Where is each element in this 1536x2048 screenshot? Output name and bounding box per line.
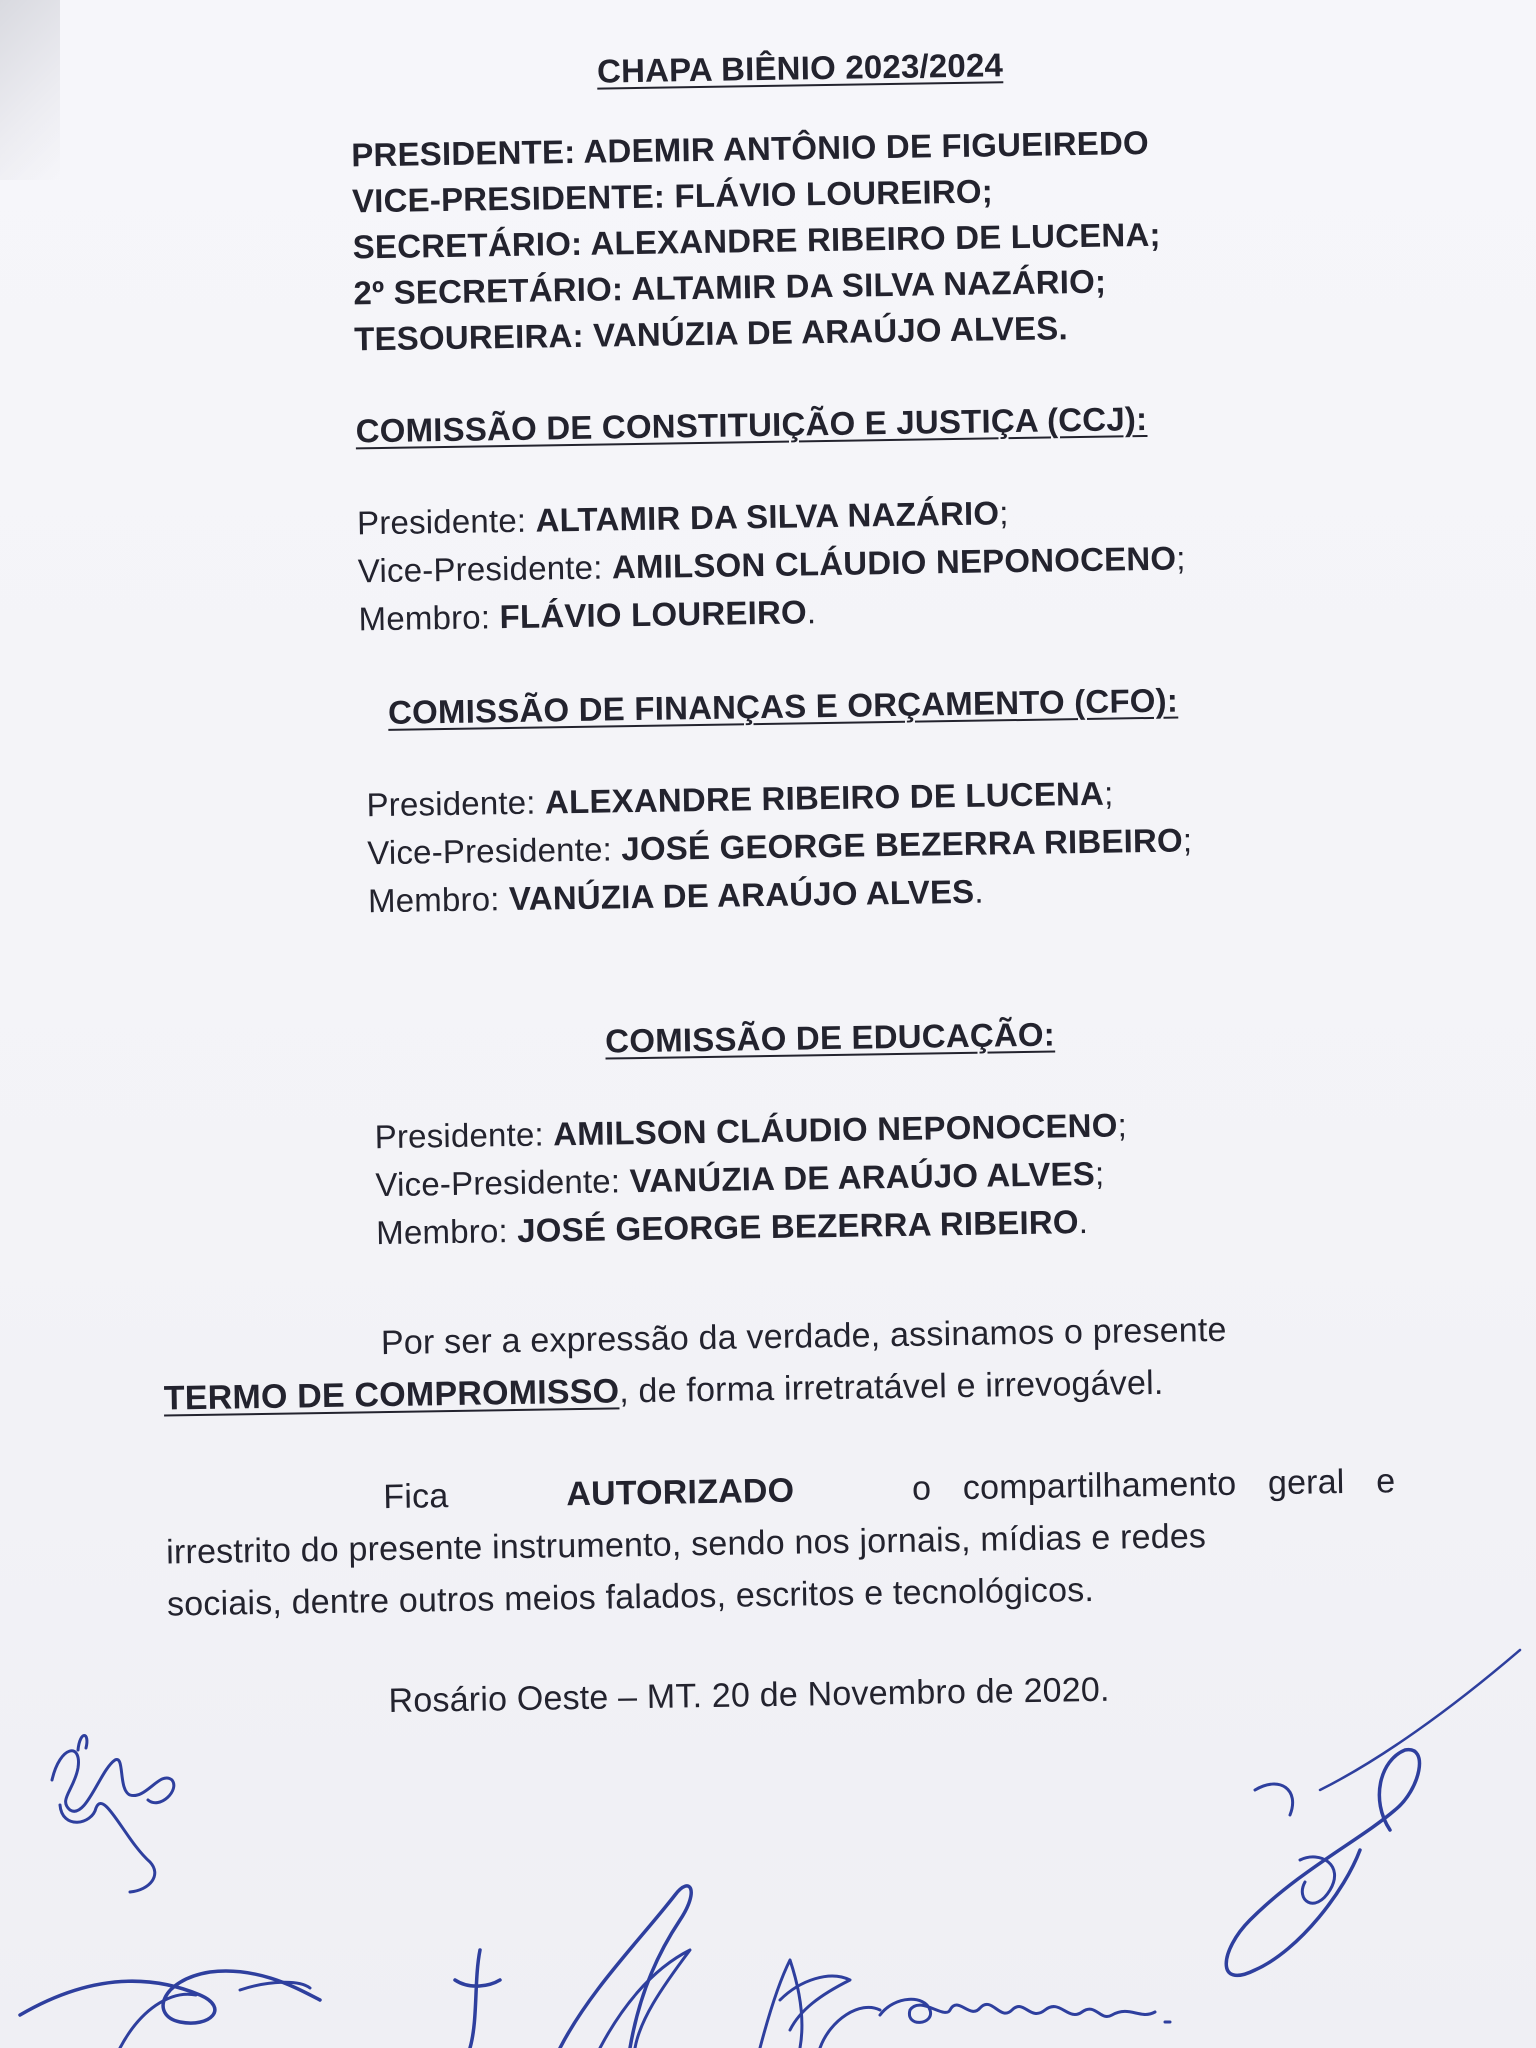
cfo-title: COMISSÃO DE FINANÇAS E ORÇAMENTO (CFO): — [387, 681, 1179, 731]
officer-vice-president: VICE-PRESIDENTE: FLÁVIO LOUREIRO; — [351, 172, 994, 220]
signature-center-2 — [760, 1960, 880, 2048]
authorization-line-2: irrestrito do presente instrumento, sendo nos jornais, mídias e redes — [165, 1517, 1207, 1572]
signature-right — [1226, 1650, 1520, 1975]
officer-second-secretary: 2º SECRETÁRIO: ALTAMIR DA SILVA NAZÁRIO; — [353, 262, 1107, 312]
member-role: Membro: — [375, 1212, 509, 1252]
member-name: ALTAMIR DA SILVA NAZÁRIO — [535, 494, 1000, 539]
member-role: Vice-Presidente: — [357, 548, 603, 590]
signature-name-script — [880, 1999, 1170, 2022]
member-role: Presidente: — [356, 501, 527, 542]
signature-bottom-left — [20, 1971, 320, 2048]
authorization-line-3: sociais, dentre outros meios falados, escritos e tecnológicos. — [166, 1570, 1095, 1624]
education-member-president — [374, 1106, 1127, 1156]
member-punct: . — [806, 593, 817, 631]
member-name: AMILSON CLÁUDIO NEPONOCENO — [552, 1106, 1118, 1153]
signature-left — [52, 1736, 174, 1893]
member-name: JOSÉ GEORGE BEZERRA RIBEIRO — [621, 821, 1184, 868]
ccj-title: COMISSÃO DE CONSTITUIÇÃO E JUSTIÇA (CCJ): — [355, 399, 1148, 450]
member-name: AMILSON CLÁUDIO NEPONOCENO — [611, 539, 1177, 586]
member-role: Presidente: — [374, 1115, 545, 1156]
ccj-member-member — [358, 593, 816, 638]
cfo-member-president — [366, 775, 1114, 825]
officer-secretary: SECRETÁRIO: ALEXANDRE RIBEIRO DE LUCENA; — [352, 215, 1161, 266]
member-name: ALEXANDRE RIBEIRO DE LUCENA — [544, 774, 1105, 821]
member-role: Membro: — [367, 880, 500, 920]
member-role: Presidente: — [366, 783, 536, 824]
member-name: JOSÉ GEORGE BEZERRA RIBEIRO — [516, 1203, 1080, 1249]
officer-president: PRESIDENTE: ADEMIR ANTÔNIO DE FIGUEIREDO — [351, 123, 1150, 174]
member-role: Vice-Presidente: — [375, 1162, 621, 1204]
cfo-member-vice-president — [367, 821, 1193, 872]
education-title: COMISSÃO DE EDUCAÇÃO: — [604, 1015, 1056, 1060]
ccj-member-president — [357, 494, 1009, 542]
commitment-term: TERMO DE COMPROMISSO — [163, 1372, 620, 1418]
signature-center-1 — [455, 1886, 691, 2048]
member-role: Membro: — [358, 598, 491, 638]
authorization-fica: Fica — [383, 1477, 449, 1517]
member-name: VANÚZIA DE ARAÚJO ALVES — [629, 1154, 1096, 1200]
member-punct: ; — [1117, 1106, 1128, 1144]
document-title: CHAPA BIÊNIO 2023/2024 — [596, 46, 1004, 90]
commitment-line-2 — [164, 1364, 1164, 1419]
member-role: Vice-Presidente: — [366, 830, 613, 872]
member-name: FLÁVIO LOUREIRO — [499, 593, 808, 636]
member-punct: . — [974, 872, 985, 910]
member-punct: ; — [1103, 774, 1114, 812]
officer-treasurer: TESOUREIRA: VANÚZIA DE ARAÚJO ALVES. — [353, 309, 1069, 358]
education-member-member — [376, 1203, 1088, 1252]
place-date: Rosário Oeste – MT. 20 de Novembro de 2020. — [388, 1670, 1110, 1721]
authorization-word: AUTORIZADO — [565, 1471, 795, 1514]
commitment-line-1: Por ser a expressão da verdade, assinamos o presente — [380, 1310, 1227, 1363]
education-member-vice-president — [375, 1155, 1104, 1204]
member-punct: . — [1078, 1202, 1089, 1241]
member-punct: ; — [1175, 539, 1186, 577]
ccj-member-vice-president — [358, 539, 1186, 590]
member-punct: ; — [1182, 821, 1193, 859]
authorization-rest: o compartilhamento geral e — [911, 1462, 1396, 1508]
cfo-member-member — [368, 873, 984, 921]
member-punct: ; — [1094, 1154, 1105, 1192]
commitment-rest: , de forma irretratável e irrevogável. — [618, 1363, 1164, 1411]
signatures — [0, 1650, 1536, 2048]
member-name: VANÚZIA DE ARAÚJO ALVES — [508, 872, 975, 918]
member-punct: ; — [998, 494, 1009, 532]
authorization-line-1 — [165, 1462, 1395, 1520]
